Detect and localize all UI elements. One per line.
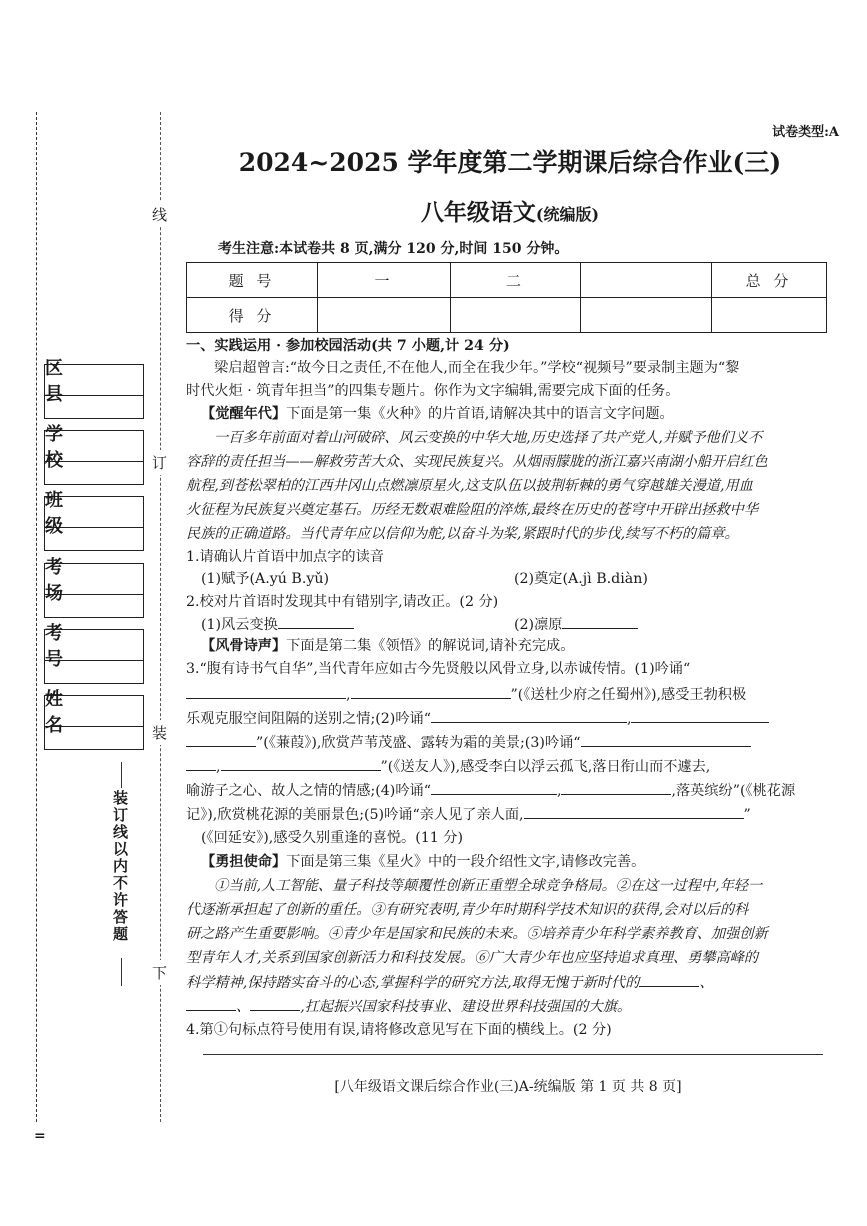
page-title: 2024~2025 学年度第二学期课后综合作业(三): [238, 148, 782, 177]
score-cell: [581, 263, 712, 298]
q3-answer-2a[interactable]: [431, 708, 627, 723]
q3-answer-2b[interactable]: [631, 708, 769, 723]
q3-answer-4b[interactable]: [561, 780, 671, 795]
q2-item-1-text: (1)风云变换: [201, 617, 278, 633]
passage2-line: 型青年人才,关系到国家创新活力和科技发展。⑥广大青少年也应坚持追求真理、勇攀高峰的: [186, 950, 759, 966]
paper-type: 试卷类型:A: [772, 125, 839, 140]
question-3-line: 乐观克服空间阻隔的送别之情;(2)吟诵“ ,: [186, 708, 830, 729]
q3-text: ”(《蒹葭》),欣赏芦苇茂盛、露转为霜的美景;(3)吟诵“: [256, 735, 581, 751]
binding-mark-zhuang: 装: [152, 720, 167, 745]
part1-desc: 下面是第一集《火种》的片首语,请解决其中的语言文字问题。: [286, 406, 674, 422]
subject-name: 八年级语文: [420, 199, 536, 226]
q3-answer-3b[interactable]: [186, 756, 216, 771]
page-footer: [八年级语文课后综合作业(三)A-统编版 第 1 页 共 8 页]: [334, 1079, 682, 1095]
q2-item-2-text: (2)凛原: [514, 617, 563, 633]
score-cell: 得 分: [187, 298, 318, 333]
passage2-line: 研之路产生重要影响。④青少年是国家和民族的未来。⑤培养青少年科学素养教育、加强创新: [186, 926, 768, 942]
q3-answer-3a[interactable]: [581, 732, 751, 747]
edition-note: (统编版): [535, 205, 600, 224]
warning-line-top: [121, 762, 122, 788]
field-name[interactable]: [44, 689, 144, 750]
warning-line-bottom: [121, 958, 122, 986]
q3-answer-4a[interactable]: [431, 780, 557, 795]
passage2-line: 科学精神,保持踏实奋斗的心态,掌握科学的研究方法,取得无愧于新时代的 、: [186, 972, 830, 993]
field-exam-room[interactable]: [44, 557, 144, 618]
score-cell: 二: [451, 263, 581, 298]
binding-mark-xia: 下: [152, 960, 167, 985]
field-class-label: 班 级: [45, 497, 143, 528]
q1-option-1[interactable]: (1)赋予(A.yú B.yǔ): [201, 571, 330, 587]
binding-line-outer: [36, 112, 37, 1122]
q3-text: ,落英缤纷”(《桃花源: [671, 783, 796, 799]
q3-text: 喻游子之心、故人之情的情感;(4)吟诵“: [186, 783, 431, 799]
field-exam-number-label: 考 号: [45, 630, 143, 661]
corner-mark: =: [34, 1128, 46, 1144]
q3-text: ”(《送友人》),感受李白以浮云孤飞,落日衔山而不遽去,: [380, 759, 711, 775]
section-heading: 一、实践运用 · 参加校园活动(共 7 小题,计 24 分): [186, 338, 510, 354]
part2-desc: 下面是第二集《领悟》的解说词,请补充完成。: [286, 638, 575, 654]
question-3-line: 3.“腹有诗书气自华”,当代青年应如古今先贤般以风骨立身,以赤诚传情。(1)吟诵“: [186, 661, 691, 677]
question-3-line: , ”(《送友人》),感受李白以浮云孤飞,落日衔山而不遽去,: [186, 756, 830, 777]
binding-mark-ding: 订: [152, 450, 167, 475]
score-cell: 总 分: [712, 263, 827, 298]
question-4: 4.第①句标点符号使用有误,请将修改意见写在下面的横线上。(2 分): [186, 1022, 612, 1038]
score-input[interactable]: [712, 298, 827, 333]
passage2-line: 、 ,扛起振兴国家科技事业、建设世界科技强国的大旗。: [186, 996, 830, 1017]
question-3-line: 喻游子之心、故人之情的情感;(4)吟诵“ , ,落英缤纷”(《桃花源: [186, 780, 830, 801]
score-table-row: [187, 263, 827, 298]
field-exam-room-label: 考 场: [45, 564, 143, 595]
passage-line: 容辞的责任担当——解救劳苦大众、实现民族复兴。从烟雨朦胧的浙江嘉兴南湖小船开启红色: [186, 454, 768, 470]
score-cell: 题 号: [187, 263, 318, 298]
q2-item-1: [201, 614, 481, 635]
part3-title: 【勇担使命】: [201, 854, 287, 870]
q3-text: 记》),欣赏桃花源的美丽景色;(5)吟诵“亲人见了亲人面,: [186, 807, 524, 823]
q2-answer-2[interactable]: [562, 614, 638, 629]
q-blank-2[interactable]: [186, 996, 236, 1011]
score-table-row: [187, 298, 827, 333]
passage2-text: ,扛起振兴国家科技事业、建设世界科技强国的大旗。: [300, 999, 632, 1015]
q3-text: ”(《送杜少府之任蜀州》),感受王勃积极: [510, 687, 747, 703]
q3-text: 乐观克服空间阻隔的送别之情;(2)吟诵“: [186, 711, 431, 727]
score-input[interactable]: [581, 298, 712, 333]
passage2-line: 代逐渐承担起了创新的重任。③有研究表明,青少年时期科学技术知识的获得,会对以后的科: [186, 902, 749, 918]
passage-line: 一百多年前面对着山河破碎、风云变换的中华大地,历史选择了共产党人,并赋予他们义不: [214, 430, 763, 446]
field-school-label: 学 校: [45, 431, 143, 462]
binding-mark-xian: 线: [152, 202, 167, 227]
q4-answer-line[interactable]: [203, 1054, 823, 1055]
question-1: 1.请确认片首语中加点字的读音: [186, 549, 384, 565]
exam-notice: 考生注意:本试卷共 8 页,满分 120 分,时间 150 分钟。: [218, 241, 569, 257]
intro-line: 时代火炬 · 筑青年担当”的四集专题片。你作为文字编辑,需要完成下面的任务。: [186, 383, 680, 399]
passage2-text: 科学精神,保持踏实奋斗的心态,掌握科学的研究方法,取得无愧于新时代的: [186, 975, 640, 991]
question-3-line: 记》),欣赏桃花源的美丽景色;(5)吟诵“亲人见了亲人面, ”: [186, 804, 830, 825]
field-exam-number[interactable]: [44, 623, 144, 684]
part1-title: 【觉醒年代】: [201, 406, 287, 422]
question-3-line: (《回延安》),感受久别重逢的喜悦。(11 分): [201, 830, 464, 846]
score-input[interactable]: [318, 298, 451, 333]
q3-answer-1b[interactable]: [351, 684, 511, 699]
q3-answer-2c[interactable]: [186, 732, 256, 747]
q2-item-2: [514, 614, 814, 635]
passage-line: 民族的正确道路。当代青年应以信仰为舵,以奋斗为桨,紧跟时代的步伐,续写不朽的篇章。: [186, 526, 739, 542]
q-blank-3[interactable]: [250, 996, 300, 1011]
score-cell: 一: [318, 263, 451, 298]
q1-option-2[interactable]: (2)奠定(A.jì B.diàn): [514, 571, 648, 587]
q-blank-1[interactable]: [639, 972, 699, 987]
field-name-label: 姓 名: [45, 696, 143, 727]
q3-answer-5[interactable]: [524, 804, 744, 819]
part3-desc: 下面是第三集《星火》中的一段介绍性文字,请修改完善。: [286, 854, 646, 870]
part3-line: [201, 852, 845, 872]
q3-answer-3c[interactable]: [221, 756, 381, 771]
part2-title: 【风骨诗声】: [201, 638, 287, 654]
passage2-line: ①当前,人工智能、量子科技等颠覆性创新正重塑全球竞争格局。②在这一过程中,年轻一: [214, 878, 763, 894]
intro-line: 梁启超曾言:“故今日之责任,不在他人,而全在我少年。”学校“视频号”要录制主题为“黎: [214, 360, 740, 376]
passage-line: 火征程为民族复兴奠定基石。历经无数艰难险阻的淬炼,最终在历史的苍穹中开辟出拯救中华: [186, 502, 759, 518]
part2-line: [201, 636, 845, 656]
page-subtitle: [180, 194, 840, 227]
score-input[interactable]: [451, 298, 581, 333]
question-3-line: , ”(《送杜少府之任蜀州》),感受王勃积极: [186, 684, 830, 705]
field-class[interactable]: [44, 490, 144, 551]
field-district[interactable]: [44, 358, 144, 419]
field-district-label: 区 县: [45, 365, 143, 396]
passage-line: 航程,到苍松翠柏的江西井冈山点燃凛原星火,这支队伍以披荆斩棘的勇气穿越雄关漫道,用血: [186, 478, 753, 494]
q2-answer-1[interactable]: [278, 614, 354, 629]
question-3-line: [186, 732, 830, 753]
field-school[interactable]: [44, 424, 144, 485]
part1-line: [201, 404, 845, 424]
question-2: 2.校对片首语时发现其中有错别字,请改正。(2 分): [186, 594, 499, 610]
binding-warning: 装订线以内不许答题: [111, 790, 129, 943]
score-table: [186, 262, 827, 333]
q3-answer-1a[interactable]: [186, 684, 346, 699]
